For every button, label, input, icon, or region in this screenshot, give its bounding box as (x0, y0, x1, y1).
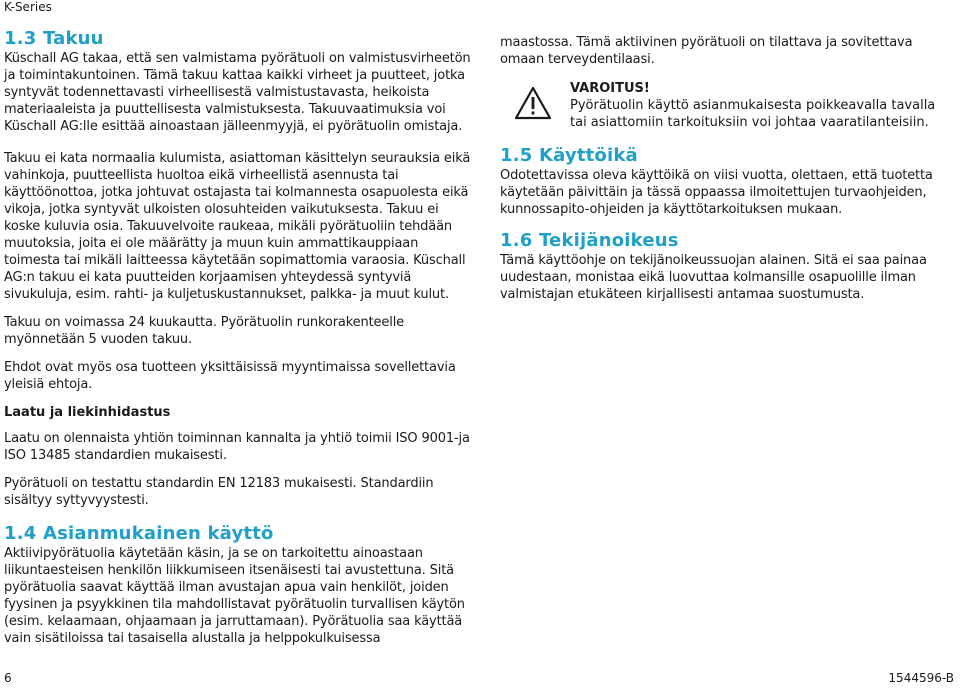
warranty-paragraph-4: Ehdot ovat myös osa tuotteen yksittäisissä myyntimaissa sovellettavia yleisiä ehtoja. (4, 360, 456, 392)
section-1-4-title: 1.4 Asianmukainen käyttö (4, 523, 274, 544)
section-1-3-title: 1.3 Takuu (4, 28, 104, 49)
copyright-paragraph: Tämä käyttöohje on tekijänoikeussuojan alainen. Sitä ei saa painaa uudestaan, monistaa eikä luovuttaa kolmansille osapuolille ilman valmistajan etukäteen kirjallisesti antamaa suostumusta. (500, 253, 927, 302)
left-column (4, 28, 474, 656)
document-code: 1544596-B (888, 671, 954, 685)
section-1-6-title: 1.6 Tekijänoikeus (500, 230, 679, 251)
warranty-paragraph-2: Takuu ei kata normaalia kulumista, asiattoman käsittelyn seurauksia eikä vahinkoja, puutteellista huoltoa eikä virheellistä asennusta tai käyttöönottoa, jotka johtuvat ostajasta tai kolmannesta osapuolesta eikä vikoja, jotka syntyvät ulkoisten olosuhteiden vaikutuksesta. Takuu ei koske kuluvia osia. Takuuvelvoite raukeaa, mikäli pyörätuoliin tehdään muutoksia, joita ei ole määrätty ja muun kuin ammattikauppiaan toimesta tai mikäli laitteessa käytetään sopimattomia varaosia. Küschall AG:n takuu ei kata puutteiden korjaamisen yhteydessä syntyviä sivukuluja, esim. rahti- ja kuljetuskustannukset, palkka- ja muut kulut. (4, 151, 471, 302)
intended-use-paragraph: Aktiivipyörätuolia käytetään käsin, ja se on tarkoitettu ainoastaan liikuntaesteisen henkilön liikkumiseen itsenäisesti tai avustettuna. Sitä pyörätuolia saavat käyttää ilman avustajan apua vain henkilöt, joiden fyysinen ja psyykkinen tila mahdollistavat pyörätuolin turvallisen käytön (esim. kelaamaan, ohjaamaan ja jarruttamaan). Pyörätuolia saa käyttää vain sisätiloissa tai tasaisella alustalla ja helppokulkuisessa (4, 546, 465, 646)
warning-title: VAROITUS! (570, 81, 650, 96)
intended-use-continuation: maastossa. Tämä aktiivinen pyörätuoli on tilattava ja sovitettava omaan terveydentilaasi. (500, 35, 913, 67)
warranty-paragraph-1: Küschall AG takaa, että sen valmistama pyörätuoli on valmistusvirheetön ja toimintakuntoinen. Tämä takuu kattaa kaikki virheet ja puutteet, jotka syntyvät todennettavasti virheellisestä valmistustavasta, heikoista materiaaleista ja puuttellisesta valmistuksesta. Takuuvaatimuksia voi Küschall AG:lle esittää ainoastaan jälleenmyyjä, ei pyörätuolin omistaja. (4, 51, 471, 134)
series-label: K-Series (4, 0, 52, 14)
service-life-paragraph: Odotettavissa oleva käyttöikä on viisi vuotta, olettaen, että tuotetta käytetään päivittäin ja tässä oppaassa ilmoitettujen turvaohjeiden, kunnossapito-ohjeiden ja käyttötarkoituksen mukaan. (500, 168, 933, 217)
quality-paragraph-1: Laatu on olennaista yhtiön toiminnan kannalta ja yhtiö toimii ISO 9001-ja ISO 13485 standardien mukaisesti. (4, 431, 470, 463)
right-column (500, 34, 960, 312)
quality-paragraph-2: Pyörätuoli on testattu standardin EN 12183 mukaisesti. Standardiin sisältyy syttyvyystesti. (4, 476, 434, 508)
page-number: 6 (4, 671, 12, 685)
warranty-paragraph-3: Takuu on voimassa 24 kuukautta. Pyörätuolin runkorakenteelle myönnetään 5 vuoden takuu. (4, 315, 405, 347)
section-1-5-title: 1.5 Käyttöikä (500, 145, 638, 166)
warning-box (500, 80, 950, 131)
warning-text: Pyörätuolin käyttö asianmukaisesta poikkeavalla tavalla tai asiattomiin tarkoituksiin voi johtaa vaaratilanteisiin. (570, 98, 936, 130)
warning-triangle-icon (514, 86, 552, 120)
quality-subheading: Laatu ja liekinhidastus (4, 405, 171, 420)
